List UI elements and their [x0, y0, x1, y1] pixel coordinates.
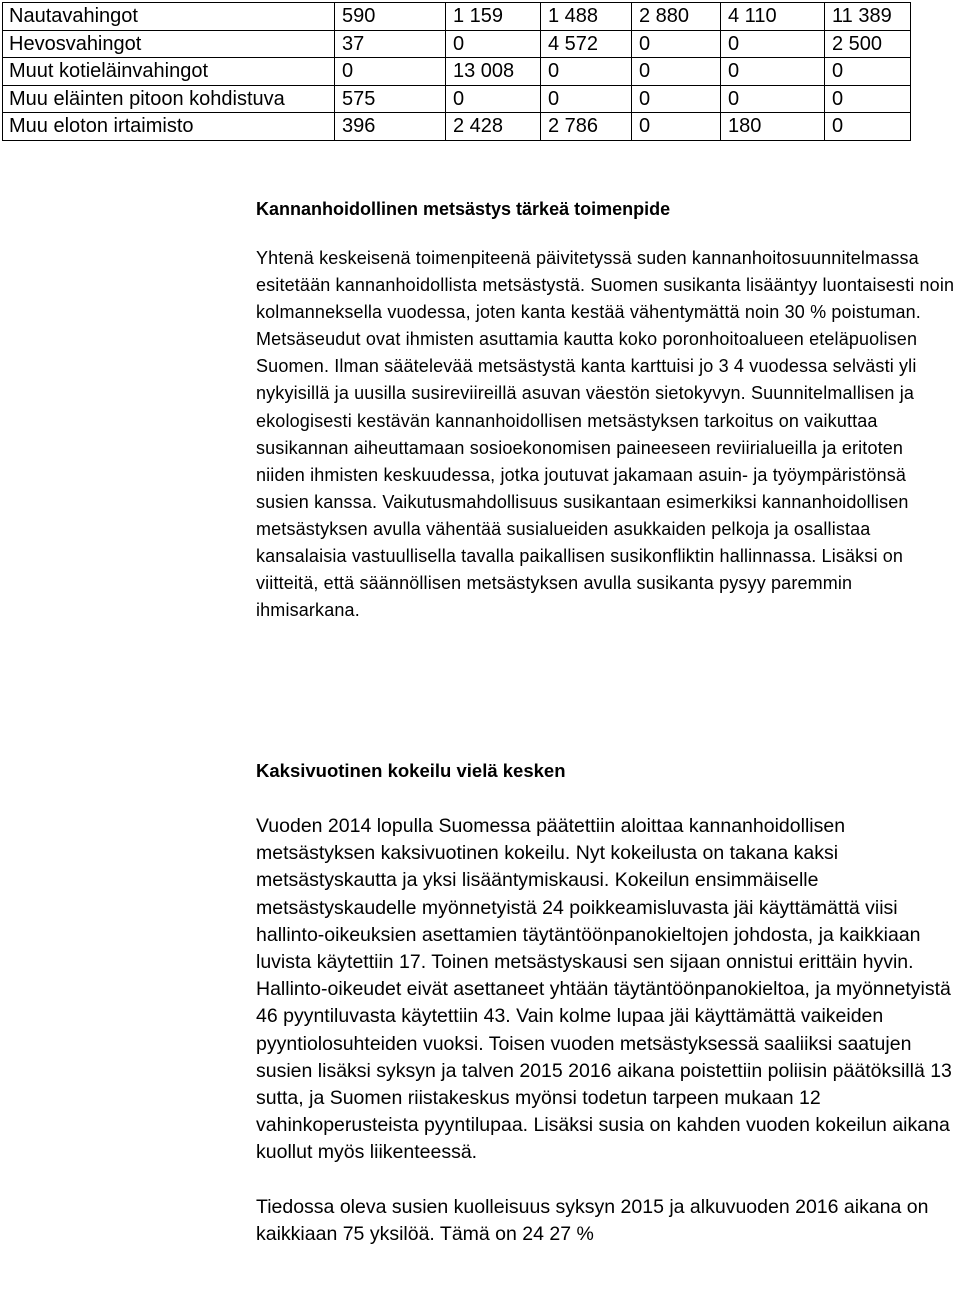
- damages-table-body: [3, 3, 911, 141]
- table-cell: 2 428: [446, 113, 541, 141]
- table-cell: 180: [721, 113, 825, 141]
- table-cell: 0: [632, 85, 721, 113]
- section-heading: Kaksivuotinen kokeilu vielä kesken: [256, 760, 566, 781]
- table-cell: 13 008: [446, 58, 541, 86]
- table-row: [3, 3, 911, 31]
- table-cell: 0: [541, 85, 632, 113]
- table-cell: 0: [721, 58, 825, 86]
- table-cell: 0: [632, 58, 721, 86]
- table-cell: 0: [335, 58, 446, 86]
- row-label: Muu eläinten pitoon kohdistuva: [3, 85, 335, 113]
- row-label: Nautavahingot: [3, 3, 335, 31]
- section-trial: [256, 757, 956, 1248]
- damages-table: [2, 2, 911, 141]
- table-cell: 1 159: [446, 3, 541, 31]
- section-paragraph: Tiedossa oleva susien kuolleisuus syksyn 2015 ja alkuvuoden 2016 aikana on kaikkiaan 75 yksilöä. Tämä on 24 27 %: [256, 1195, 929, 1245]
- section-hunting: [256, 196, 956, 624]
- table-cell: 0: [446, 85, 541, 113]
- section-heading: Kannanhoidollinen metsästys tärkeä toimenpide: [256, 199, 671, 219]
- table-cell: 4 572: [541, 30, 632, 58]
- table-row: [3, 58, 911, 86]
- table-cell: 590: [335, 3, 446, 31]
- row-label: Hevosvahingot: [3, 30, 335, 58]
- table-cell: 0: [721, 85, 825, 113]
- table-cell: 4 110: [721, 3, 825, 31]
- table-cell: 396: [335, 113, 446, 141]
- table-cell: 0: [541, 58, 632, 86]
- table-cell: 0: [825, 85, 911, 113]
- table-cell: 0: [825, 113, 911, 141]
- table-row: [3, 85, 911, 113]
- table-cell: 0: [632, 30, 721, 58]
- table-cell: 2 786: [541, 113, 632, 141]
- row-label: Muu eloton irtaimisto: [3, 113, 335, 141]
- table-cell: 0: [721, 30, 825, 58]
- table-cell: 37: [335, 30, 446, 58]
- row-label: Muut kotieläinvahingot: [3, 58, 335, 86]
- table-cell: 11 389: [825, 3, 911, 31]
- table-cell: 0: [632, 113, 721, 141]
- section-paragraph: Vuoden 2014 lopulla Suomessa päätettiin aloittaa kannanhoidollisen metsästyksen kaksivuotinen kokeilu. Nyt kokeilusta on takana kaksi metsästyskautta ja yksi lisääntymiskausi. Kokeilun ensimmäiselle metsästyskaudelle myönnetyistä 24 poikkeamisluvasta jäi käyttämättä viisi hallinto-oikeuksien asettamien täytäntöönpanokieltojen johdosta, ja kaikkiaan luvista käytettiin 17. Toinen metsästyskausi sen sijaan onnistui erittäin hyvin. Hallinto-oikeudet eivät asettaneet yhtään täytäntöönpanokieltoa, ja myönnetyistä 46 pyyntiluvasta käytettiin 43. Vain kolme lupaa jäi käyttämättä vaikeiden pyyntiolosuhteiden vuoksi. Toisen vuoden metsästyksessä saaliiksi saatujen susien lisäksi syksyn ja talven 2015 2016 aikana poistettiin poliisin päätöksillä 13 sutta, ja Suomen riistakeskus myönsi todetun tarpeen mukaan 12 vahinkoperusteista pyyntilupaa. Lisäksi susia on kahden vuoden kokeilun aikana kuollut myös liikenteessä.: [256, 815, 952, 1164]
- section-paragraph: Yhtenä keskeisenä toimenpiteenä päivitetyssä suden kannanhoitosuunnitelmassa esitetään kannanhoidollista metsästystä. Suomen susikanta lisääntyy luontaisesti noin kolmanneksella vuodessa, joten kanta kestää vähentymättä noin 30 % poistuman. Metsäseudut ovat ihmisten asuttamia kautta koko poronhoitoalueen eteläpuolisen Suomen. Ilman säätelevää metsästystä kanta karttuisi jo 3 4 vuodessa selvästi yli nykyisillä ja uusilla susireviireillä asuvan väestön sietokyvyn. Suunnitelmallisen ja ekologisesti kestävän kannanhoidollisen metsästyksen tarkoitus on vaikuttaa susikannan aiheuttamaan sosioekonomisen paineeseen reviirialueilla ja eritoten niiden ihmisten keskuudessa, jotka joutuvat jakamaan asuin- ja työympäristönsä susien kanssa. Vaikutusmahdollisuus susikantaan esimerkiksi kannanhoidollisen metsästyksen avulla vähentää susialueiden asukkaiden pelkoja ja osallistaa kansalaisia vastuullisella tavalla paikallisen susikonfliktin hallinnassa. Lisäksi on viitteitä, että säännöllisen metsästyksen avulla susikanta pysyy paremmin ihmisarkana.: [256, 248, 955, 621]
- table-cell: 2 880: [632, 3, 721, 31]
- table-cell: 575: [335, 85, 446, 113]
- table-cell: 0: [446, 30, 541, 58]
- table-cell: 2 500: [825, 30, 911, 58]
- table-row: [3, 113, 911, 141]
- table-cell: 0: [825, 58, 911, 86]
- table-row: [3, 30, 911, 58]
- table-cell: 1 488: [541, 3, 632, 31]
